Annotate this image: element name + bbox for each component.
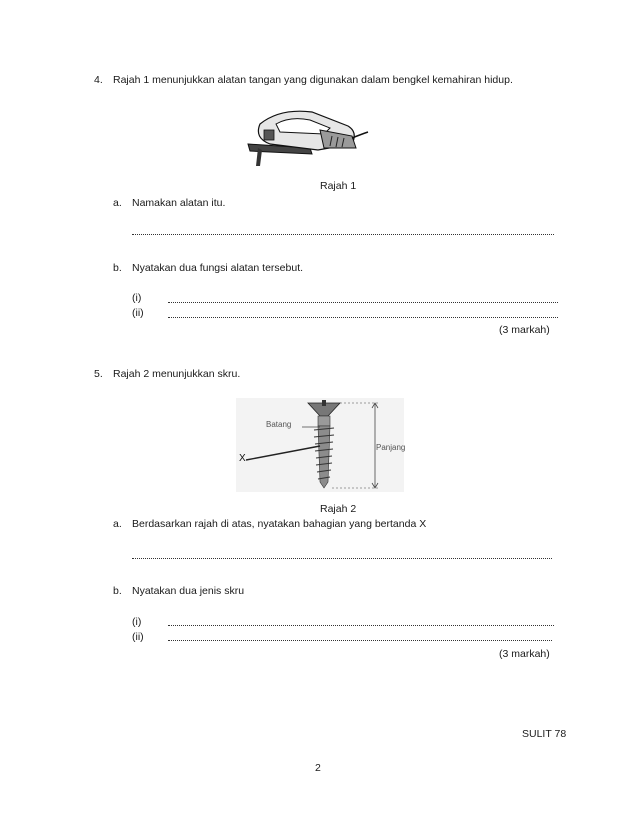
answer-line-4b-ii[interactable] xyxy=(168,317,558,318)
question-5b-i-label: (i) xyxy=(132,616,142,628)
question-4-number: 4. xyxy=(94,74,103,86)
question-5-stem: Rajah 2 menunjukkan skru. xyxy=(113,368,241,380)
figure-2-caption: Rajah 2 xyxy=(320,503,357,515)
question-5-marks: (3 markah) xyxy=(499,648,550,660)
figure-1-caption: Rajah 1 xyxy=(320,180,357,192)
question-4-marks: (3 markah) xyxy=(499,324,550,336)
question-4b-ii-label: (ii) xyxy=(132,307,144,319)
question-5a-letter: a. xyxy=(113,518,122,530)
answer-line-5b-i[interactable] xyxy=(168,625,554,626)
screw-marker-x: X xyxy=(239,453,246,464)
screw-label-stem: Batang xyxy=(266,420,292,429)
question-4b-text: Nyatakan dua fungsi alatan tersebut. xyxy=(132,262,304,274)
answer-line-4b-i[interactable] xyxy=(168,302,558,303)
question-4b-i-label: (i) xyxy=(132,292,142,304)
screw-diagram xyxy=(236,398,404,492)
answer-line-5b-ii[interactable] xyxy=(168,640,552,641)
question-5-number: 5. xyxy=(94,368,103,380)
jigsaw-tool-image xyxy=(240,104,370,170)
answer-line-4a[interactable] xyxy=(132,234,554,235)
question-4a-text: Namakan alatan itu. xyxy=(132,197,226,209)
question-5b-ii-label: (ii) xyxy=(132,631,144,643)
answer-line-5a[interactable] xyxy=(132,558,552,559)
question-4-stem: Rajah 1 menunjukkan alatan tangan yang digunakan dalam bengkel kemahiran hidup. xyxy=(113,74,513,86)
footer-code: SULIT 78 xyxy=(522,728,567,740)
question-5a-text: Berdasarkan rajah di atas, nyatakan bahagian yang bertanda X xyxy=(132,518,427,530)
question-5b-text: Nyatakan dua jenis skru xyxy=(132,585,245,597)
question-5b-letter: b. xyxy=(113,585,122,597)
question-4a-letter: a. xyxy=(113,197,122,209)
question-4b-letter: b. xyxy=(113,262,122,274)
screw-label-length: Panjang xyxy=(376,443,406,452)
page-number: 2 xyxy=(315,762,321,774)
